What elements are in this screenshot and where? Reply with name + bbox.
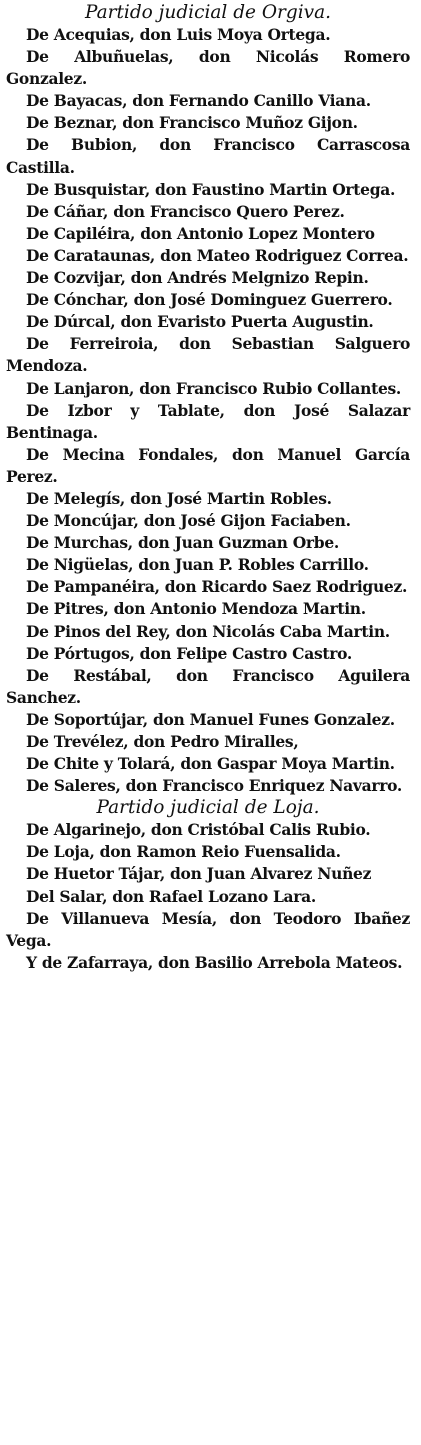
section-loja bbox=[6, 797, 410, 974]
list-item: De Trevélez, don Pedro Miralles, bbox=[26, 732, 299, 751]
list-item: De Nigüelas, don Juan P. Robles Carrillo. bbox=[26, 555, 369, 575]
list-item: De Restábal, don Francisco Aguilera Sanchez. bbox=[6, 665, 410, 707]
list-item: De Pampanéira, don Ricardo Saez Rodriguez. bbox=[26, 577, 408, 597]
list-item: De Busquistar, don Faustino Martin Ortega. bbox=[26, 179, 396, 199]
list-item: De Cáñar, don Francisco Quero Perez. bbox=[26, 201, 345, 221]
list-item: De Algarinejo, don Cristóbal Calis Rubio. bbox=[26, 820, 371, 840]
list-item: De Dúrcal, don Evaristo Puerta Augustin. bbox=[26, 312, 374, 332]
section-heading: Partido judicial de Loja. bbox=[96, 797, 320, 819]
list-item: De Villanueva Mesía, don Teodoro Ibañez Vega. bbox=[6, 908, 410, 950]
list-item: De Albuñuelas, don Nicolás Romero Gonzalez. bbox=[6, 47, 410, 89]
list-item: De Cónchar, don José Dominguez Guerrero. bbox=[26, 290, 393, 310]
list-item: De Bayacas, don Fernando Canillo Viana. bbox=[26, 91, 371, 111]
list-item: De Saleres, don Francisco Enriquez Navarro. bbox=[26, 776, 402, 796]
section-orgiva bbox=[6, 2, 410, 797]
list-item: De Ferreiroia, don Sebastian Salguero Mendoza. bbox=[6, 334, 410, 376]
list-item: De Pórtugos, don Felipe Castro Castro. bbox=[26, 643, 352, 663]
list-item: Del Salar, don Rafael Lozano Lara. bbox=[26, 886, 316, 906]
list-item: De Pinos del Rey, don Nicolás Caba Martin. bbox=[26, 621, 390, 641]
list-item: De Carataunas, don Mateo Rodriguez Correa. bbox=[26, 245, 409, 265]
list-item: Y de Zafarraya, don Basilio Arrebola Mateos. bbox=[26, 952, 403, 972]
entries-list bbox=[6, 24, 410, 797]
list-item: De Loja, don Ramon Reio Fuensalida. bbox=[26, 842, 341, 862]
list-item: De Huetor Tájar, don Juan Alvarez Nuñez bbox=[26, 864, 372, 884]
list-item: De Bubion, don Francisco Carrascosa Castilla. bbox=[6, 135, 410, 177]
list-item: De Melegís, don José Martin Robles. bbox=[26, 488, 332, 508]
list-item: De Chite y Tolará, don Gaspar Moya Martin. bbox=[26, 754, 395, 774]
list-item: De Izbor y Tablate, don José Salazar Bentinaga. bbox=[6, 400, 410, 442]
list-item: De Murchas, don Juan Guzman Orbe. bbox=[26, 533, 339, 553]
section-heading: Partido judicial de Orgiva. bbox=[84, 2, 332, 23]
list-item: De Cozvijar, don Andrés Melgnizo Repin. bbox=[26, 268, 369, 288]
list-item: De Beznar, don Francisco Muñoz Gijon. bbox=[26, 113, 358, 133]
list-item: De Pitres, don Antonio Mendoza Martin. bbox=[26, 599, 366, 619]
list-item: De Lanjaron, don Francisco Rubio Collantes. bbox=[26, 378, 402, 398]
list-item: De Soportújar, don Manuel Funes Gonzalez. bbox=[26, 709, 395, 729]
list-item: De Moncújar, don José Gijon Faciaben. bbox=[26, 511, 351, 531]
list-item: De Mecina Fondales, don Manuel García Perez. bbox=[6, 444, 410, 486]
list-item: De Acequias, don Luis Moya Ortega. bbox=[26, 25, 331, 44]
list-item: De Capiléira, don Antonio Lopez Montero bbox=[26, 223, 375, 243]
entries-list bbox=[6, 819, 410, 974]
document-page bbox=[6, 2, 410, 974]
